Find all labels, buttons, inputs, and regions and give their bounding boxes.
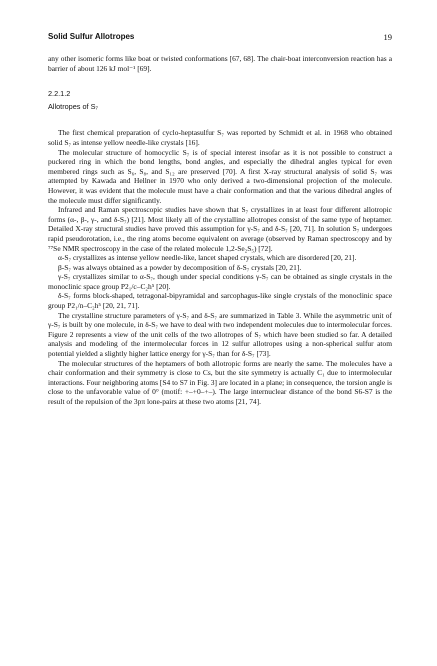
paragraph: γ-S₇ crystallizes similar to α-S₇, though under special conditions γ-S₇ can be obtained as single crystals in the monoclinic space group P2₁/c–C₂h⁵ [20]. (48, 272, 392, 291)
paragraph: The molecular structure of homocyclic S₇ is of special interest insofar as it is not possible to construct a puckered ring in which the bond lengths, bond angles, and especially the dihedral angles typical for even membered rings such as S₆, S₈, and S₁₂ are preserved [70]. A first X-ray structural analysis of solid S₇ was attempted by Kawada and Hellner in 1970 who only derived a two-dimensional projection of the molecule. However, it was evident that the molecule must have a chair conformation and that the various dihedral angles of the molecule must differ significantly. (48, 147, 392, 205)
running-head-title: Solid Sulfur Allotropes (48, 32, 135, 41)
running-head (48, 32, 392, 46)
paragraph: δ-S₇ forms block-shaped, tetragonal-bipyramidal and sarcophagus-like single crystals of the monoclinic space group P2₁/n–C₂h⁵ [20, 21, 71]. (48, 291, 392, 311)
intro-paragraph: any other isomeric forms like boat or twisted conformations [67, 68]. The chair-boat interconversion reaction has a barrier of about 126 kJ mol⁻¹ [69]. (48, 54, 392, 73)
section-number: 2.2.1.2 (48, 89, 71, 99)
page-number: 19 (383, 32, 392, 42)
section-title: Allotropes of S₇ (48, 101, 98, 111)
paragraph: The molecular structures of the heptamers of both allotropic forms are nearly the same. The molecules have a chair conformation and their symmetry is close to Cs, but the site symmetry is actually C₁ due to intermolecular interactions. Four neighboring atoms [S4 to S7 in Fig. 3] are located in a plane; in consequence, the torsion angle is close to the unfavorable value of 0° (motif: +–+0–+–). The large internuclear distance of the bond S6-S7 is the result of the repulsion of the 3pπ lone-pairs at these two atoms [21, 74]. (48, 358, 392, 406)
body-text (48, 54, 392, 407)
paragraph: α-S₇ crystallizes as intense yellow needle-like, lancet shaped crystals, which are disordered [20, 21]. (58, 253, 357, 263)
paragraph: β-S₇ was always obtained as a powder by decomposition of δ-S₇ crystals [20, 21]. (58, 262, 302, 272)
paragraph: The first chemical preparation of cyclo-heptasulfur S₇ was reported by Schmidt et al. in 1968 who obtained solid S₇ as intense yellow needle-like crystals [16]. (48, 128, 392, 147)
paragraph: The crystalline structure parameters of γ-S₇ and δ-S₇ are summarized in Table 3. While the asymmetric unit of γ-S₇ is built by one molecule, in δ-S₇ we have to deal with two independent molecules due to intermolecular forces. Figure 2 represents a view of the unit cells of the two allotropes of S₇ which have been studied so far. A detailed analysis and modeling of the intermolecular forces in 12 sulfur allotropes using a non-spherical sulfur atom potential yielded a slightly higher lattice energy for γ-S₇ than for δ-S₇ [73]. (48, 310, 392, 359)
paragraph: Infrared and Raman spectroscopic studies have shown that S₇ crystallizes in at least four different allotropic forms (α-, β-, γ-, and δ-S₇) [21]. Most likely all of the crystalline allotropes consist of the same type of heptamer. Detailed X-ray structural studies have proved this assumption for γ-S₇ and δ-S₇ [20, 71]. In solution S₇ undergoes rapid pseudorotation, i.e., the ring atoms become equivalent on average (observed by Raman spectroscopy and by ⁷⁷Se NMR spectroscopy in the case of the related molecule 1,2-Se₂S₅) [72]. (48, 205, 392, 253)
